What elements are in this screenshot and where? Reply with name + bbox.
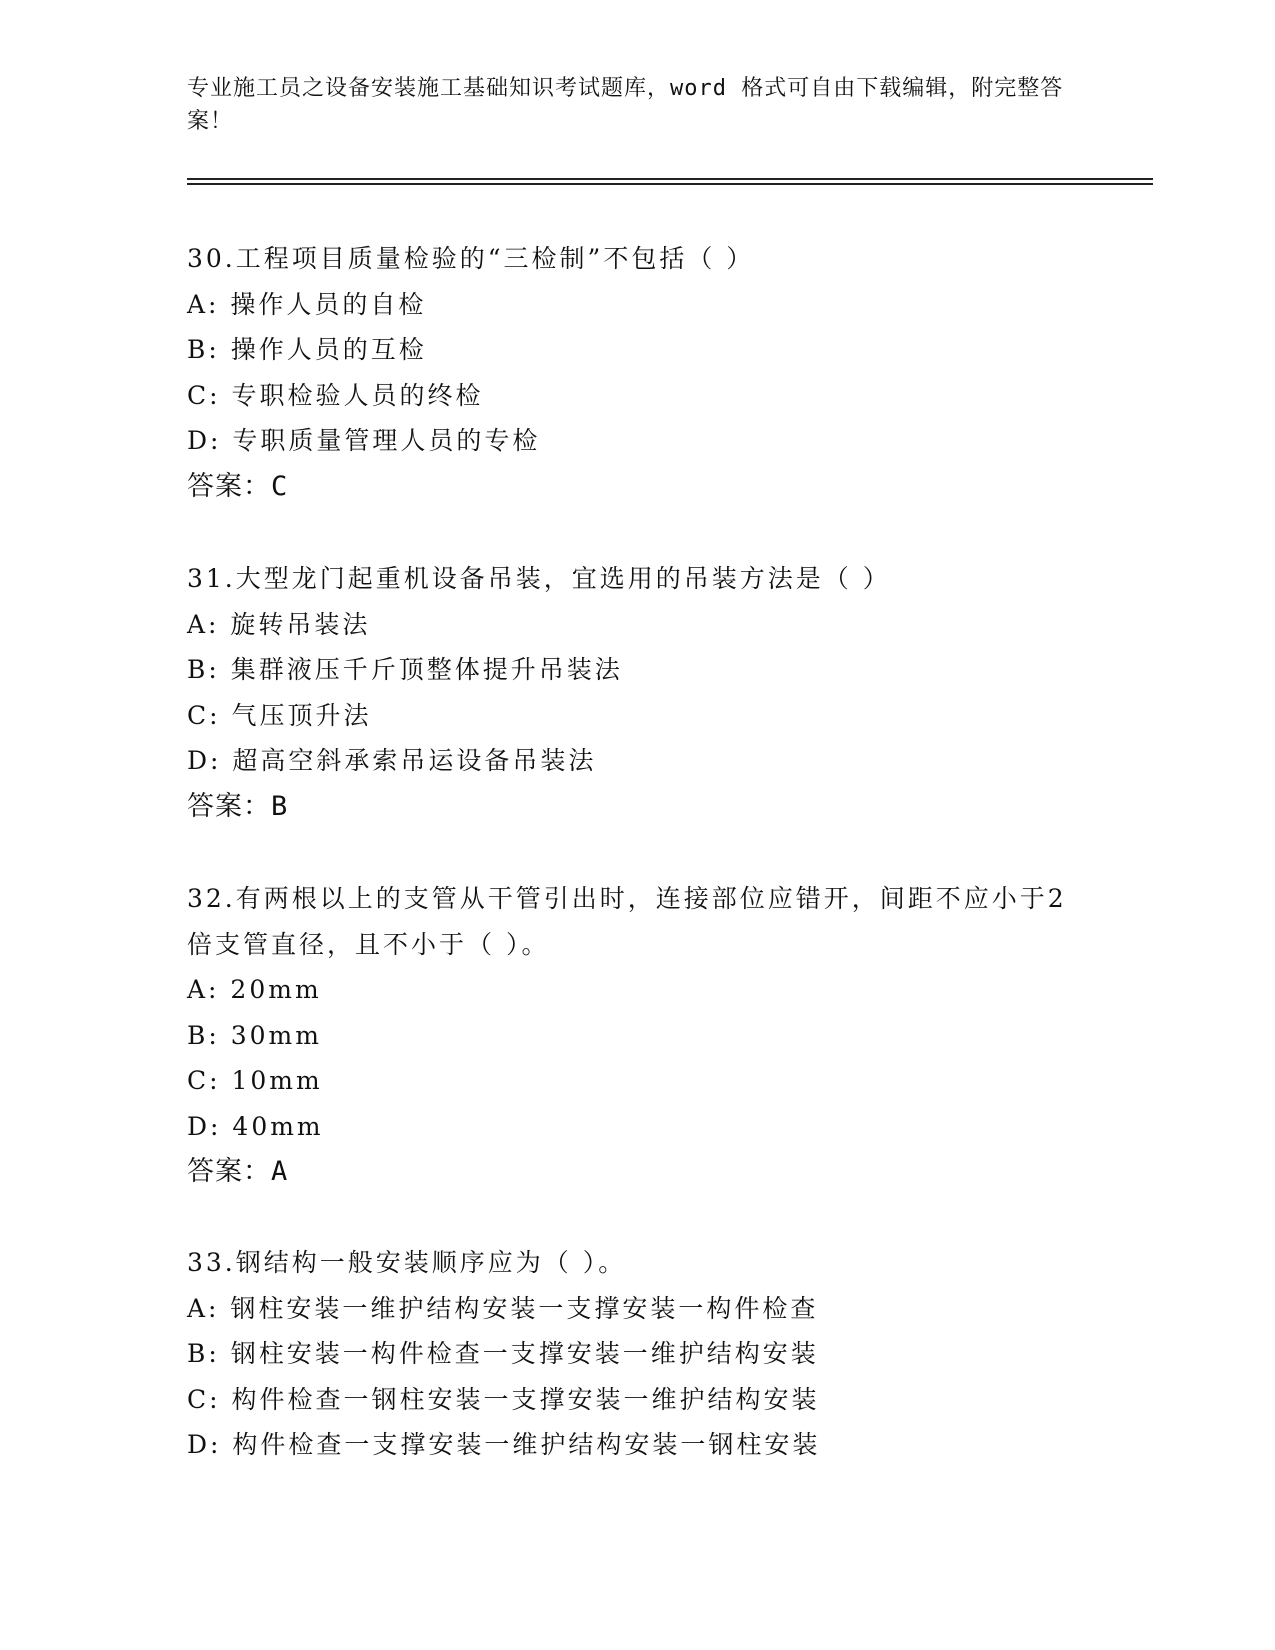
question-30 (187, 236, 1107, 509)
answer-label: 答案：A (187, 1156, 289, 1187)
option-a: A: 旋转吊装法 (187, 609, 371, 639)
question-33 (187, 1240, 1107, 1468)
question-stem: 33.钢结构一般安装顺序应为（ ）。 (187, 1248, 627, 1277)
option-d: D: 40mm (187, 1111, 324, 1141)
option-b: B: 集群液压千斤顶整体提升吊装法 (187, 655, 623, 684)
option-a: A: 20mm (187, 975, 322, 1004)
question-stem: 30.工程项目质量检验的“三检制”不包括（ ） (187, 244, 755, 273)
header-divider-bottom (187, 183, 1153, 185)
option-c: C: 气压顶升法 (187, 700, 372, 730)
option-d: D: 专职质量管理人员的专检 (187, 426, 541, 455)
option-b: B: 钢柱安装一构件检查一支撑安装一维护结构安装 (187, 1339, 819, 1368)
answer-label: 答案：C (187, 470, 289, 502)
question-stem: 31.大型龙门起重机设备吊装，宜选用的吊装方法是（ ） (187, 564, 891, 593)
answer-label: 答案：B (187, 790, 289, 822)
option-a: A: 钢柱安装一维护结构安装一支撑安装一构件检查 (187, 1293, 819, 1323)
question-31 (187, 556, 1107, 829)
option-c: C: 专职检验人员的终检 (187, 380, 484, 410)
option-c: C: 构件检查一钢柱安装一支撑安装一维护结构安装 (187, 1384, 820, 1414)
option-b: B: 操作人员的互检 (187, 335, 427, 364)
option-d: D: 超高空斜承索吊运设备吊装法 (187, 746, 597, 775)
option-c: C: 10mm (187, 1066, 323, 1095)
header-divider-top (187, 178, 1153, 180)
option-d: D: 构件检查一支撑安装一维护结构安装一钢柱安装 (187, 1430, 821, 1459)
question-stem: 32.有两根以上的支管从干管引出时，连接部位应错开，间距不应小于2 倍支管直径，且不小于（ ）。 (187, 884, 1067, 959)
question-32 (187, 876, 1107, 1195)
option-a: A: 操作人员的自检 (187, 289, 427, 319)
option-b: B: 30mm (187, 1020, 322, 1050)
document-header: 专业施工员之设备安装施工基础知识考试题库，word 格式可自由下载编辑，附完整答案！ (187, 76, 1064, 134)
